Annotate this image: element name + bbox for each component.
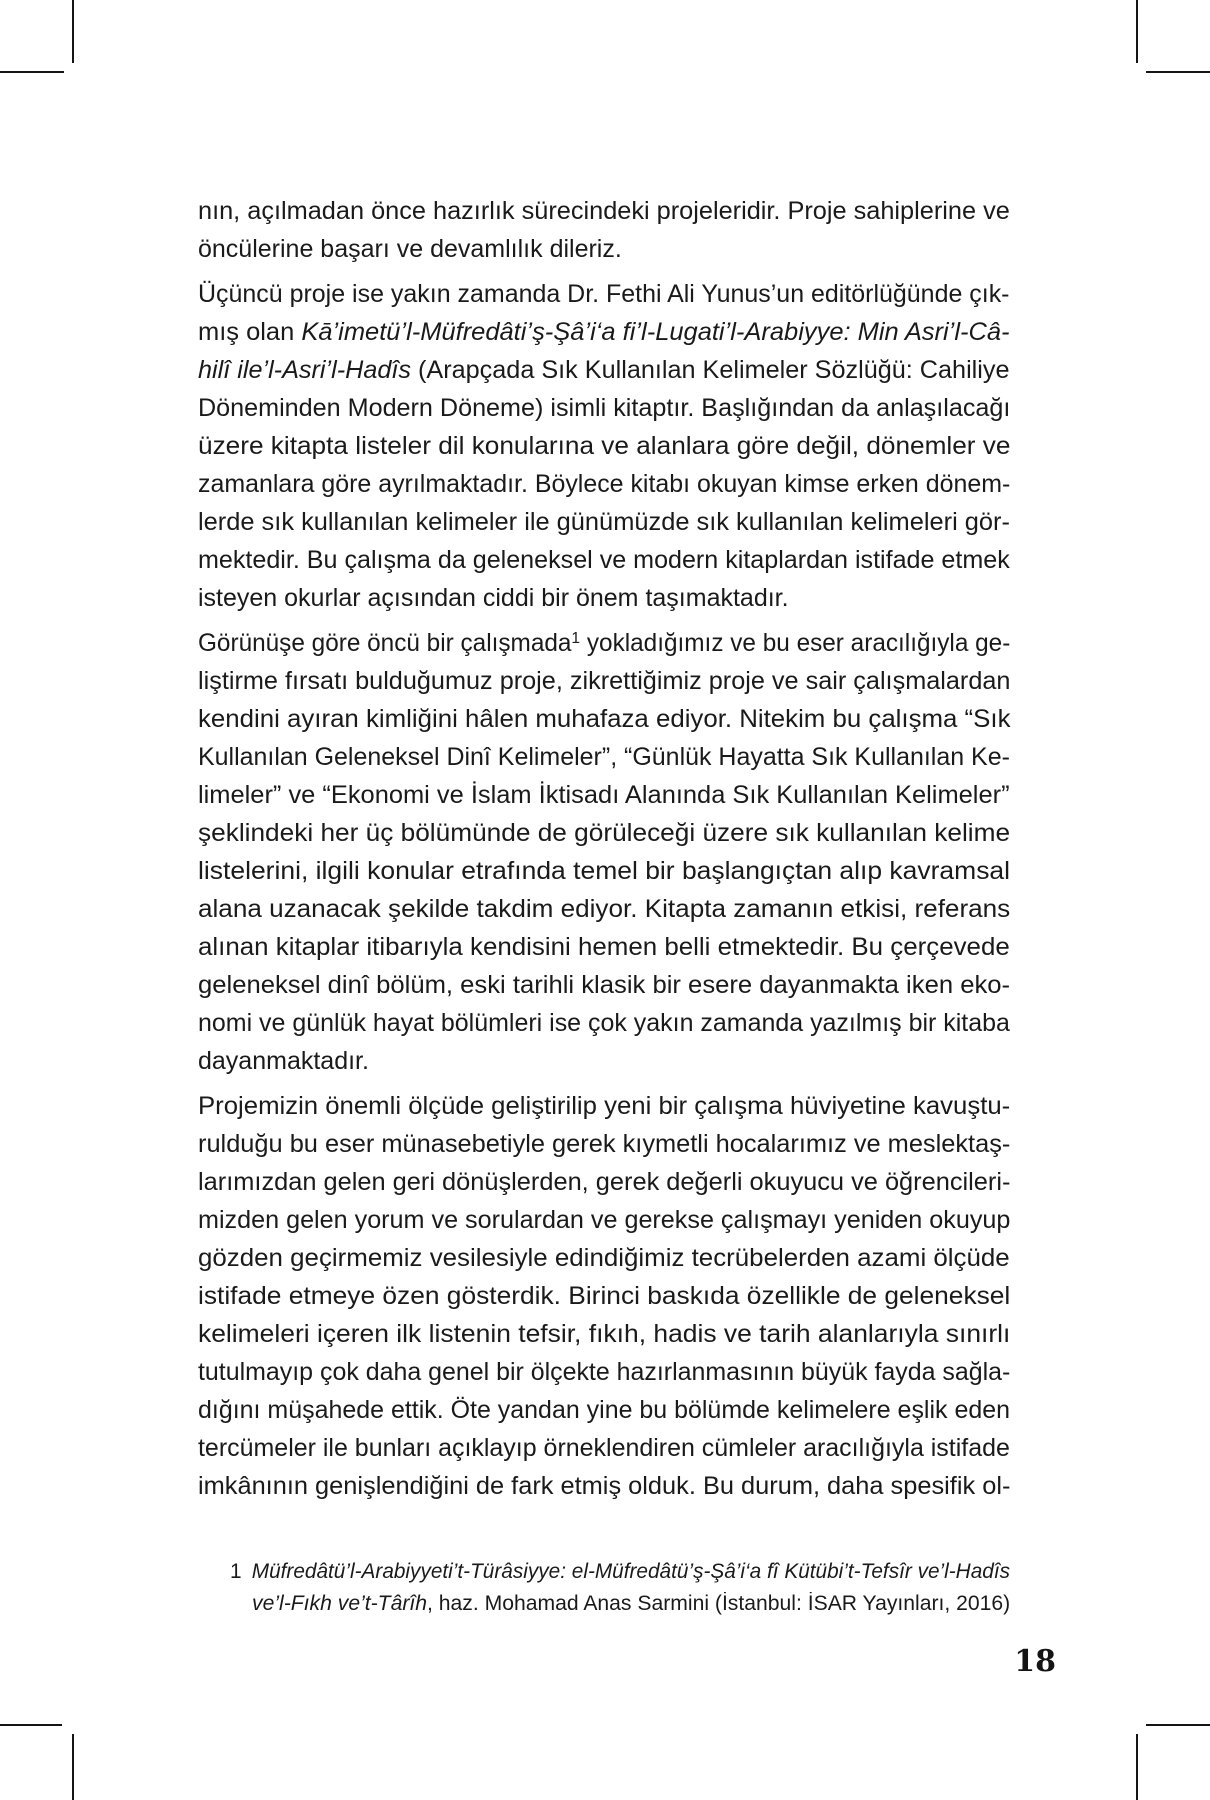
text-line: öncülerine başarı ve devamlılık dileriz. <box>198 235 622 263</box>
text-line: liştirme fırsatı bulduğumuz proje, zikrettiğimiz proje ve sair çalışmalardan <box>198 667 1011 695</box>
crop-mark-top-left-horizontal <box>0 71 64 73</box>
text-line: üzere kitapta listeler dil konularına ve alanlara göre değil, dönemler ve <box>198 432 1011 460</box>
text-line: Döneminden Modern Döneme) isimli kitaptır. Başlığından da anlaşılacağı <box>198 394 1011 422</box>
crop-mark-top-right-horizontal <box>1146 71 1210 73</box>
text-line: imkânının genişlendiğini de fark etmiş olduk. Bu durum, daha spesifik ol- <box>198 1472 1011 1500</box>
text-line: limeler” ve “Ekonomi ve İslam İktisadı Alanında Sık Kullanılan Kelimeler” <box>198 781 1010 809</box>
text-line: şeklindeki her üç bölümünde de görüleceği üzere sık kullanılan kelime <box>198 819 1011 847</box>
text-line: alana uzanacak şekilde takdim ediyor. Kitapta zamanın etkisi, referans <box>198 895 1011 923</box>
text-line: Üçüncü proje ise yakın zamanda Dr. Fethi Ali Yunus’un editörlüğünde çık- <box>198 280 1010 308</box>
text-line: gözden geçirmemiz vesilesiyle edindiğimiz tecrübelerden azami ölçüde <box>198 1244 1010 1272</box>
crop-mark-top-left-vertical <box>72 0 74 63</box>
text-line: mizden gelen yorum ve sorulardan ve gerekse çalışmayı yeniden okuyup <box>198 1206 1011 1234</box>
text-line: isteyen okurlar açısından ciddi bir önem taşımaktadır. <box>198 584 789 612</box>
text-line: dayanmaktadır. <box>198 1047 369 1075</box>
text-line: larımızdan gelen geri dönüşlerden, gerek değerli okuyucu ve öğrencileri- <box>198 1168 1011 1196</box>
text-line: tutulmayıp çok daha genel bir ölçekte hazırlanmasının büyük fayda sağla- <box>198 1358 1011 1386</box>
text-line: kelimeleri içeren ilk listenin tefsir, fıkıh, hadis ve tarih alanlarıyla sınırlı <box>198 1320 1011 1348</box>
crop-mark-bottom-left-vertical <box>72 1734 74 1800</box>
paragraph <box>198 275 1010 617</box>
footnote-marker: 1 <box>230 1560 242 1583</box>
text-line: Görünüşe göre öncü bir çalışmada$^1$ yokladığımız ve bu eser aracılığıyla ge- <box>198 629 1011 657</box>
paragraph <box>198 192 1010 268</box>
text-line: lerde sık kullanılan kelimeler ile günümüzde sık kullanılan kelimeleri gör- <box>198 508 1010 536</box>
crop-mark-bottom-right-horizontal <box>1146 1724 1210 1726</box>
text-line: nın, açılmadan önce hazırlık sürecindeki projeleridir. Proje sahiplerine ve <box>198 197 1010 225</box>
crop-mark-bottom-left-horizontal <box>0 1724 62 1726</box>
crop-mark-bottom-right-vertical <box>1136 1734 1138 1800</box>
text-line: geleneksel dinî bölüm, eski tarihli klasik bir esere dayanmakta iken eko- <box>198 971 1011 999</box>
text-line: Kullanılan Geleneksel Dinî Kelimeler”, “Günlük Hayatta Sık Kullanılan Ke- <box>198 743 1010 771</box>
text-line: Projemizin önemli ölçüde geliştirilip yeni bir çalışma hüviyetine kavuştu- <box>198 1092 1011 1120</box>
text-line: mış olan Kā’imetü’l-Müfredâti’ş-Şâ’i‘a fi’l-Lugati’l-Arabiyye: Min Asri’l-Câ- <box>198 318 1010 346</box>
text-line: listelerini, ilgili konular etrafında temel bir başlangıçtan alıp kavramsal <box>198 857 1011 885</box>
footnote-reference: 1 <box>571 630 581 647</box>
paragraph <box>198 1087 1010 1505</box>
text-line: zamanlara göre ayrılmaktadır. Böylece kitabı okuyan kimse erken dönem- <box>198 470 1011 498</box>
text-line: 1 Müfredâtü’l-Arabiyyeti’t-Türâsiyye: el-Müfredâtü’ş-Şâ’i‘a fî Kütübi’t-Tefsîr ve’l-Hadîs <box>230 1556 1010 1588</box>
text-line: hilî ile’l-Asri’l-Hadîs (Arapçada Sık Kullanılan Kelimeler Sözlüğü: Cahiliye <box>198 356 1010 384</box>
footnote <box>230 1556 1010 1620</box>
text-line: kendini ayıran kimliğini hâlen muhafaza ediyor. Nitekim bu çalışma “Sık <box>198 705 1011 733</box>
page-number: 18 <box>1014 1644 1056 1679</box>
text-line: mektedir. Bu çalışma da geleneksel ve modern kitaplardan istifade etmek <box>198 546 1010 574</box>
paragraph <box>198 624 1010 1080</box>
text-line: nomi ve günlük hayat bölümleri ise çok yakın zamanda yazılmış bir kitaba <box>198 1009 1010 1037</box>
text-line: ve’l-Fıkh ve’t-Târîh, haz. Mohamad Anas Sarmini (İstanbul: İSAR Yayınları, 2016) <box>252 1592 1011 1615</box>
text-line: dığını müşahede ettik. Öte yandan yine bu bölümde kelimelere eşlik eden <box>198 1396 1010 1424</box>
body-text <box>198 192 1010 1505</box>
text-line: rulduğu bu eser münasebetiyle gerek kıymetli hocalarımız ve meslektaş- <box>198 1130 1011 1158</box>
text-line: alınan kitaplar itibarıyla kendisini hemen belli etmektedir. Bu çerçevede <box>198 933 1010 961</box>
text-line: istifade etmeye özen gösterdik. Birinci baskıda özellikle de geleneksel <box>198 1282 1011 1310</box>
text-line: tercümeler ile bunları açıklayıp örneklendiren cümleler aracılığıyla istifade <box>198 1434 1010 1462</box>
crop-mark-top-right-vertical <box>1136 0 1138 63</box>
